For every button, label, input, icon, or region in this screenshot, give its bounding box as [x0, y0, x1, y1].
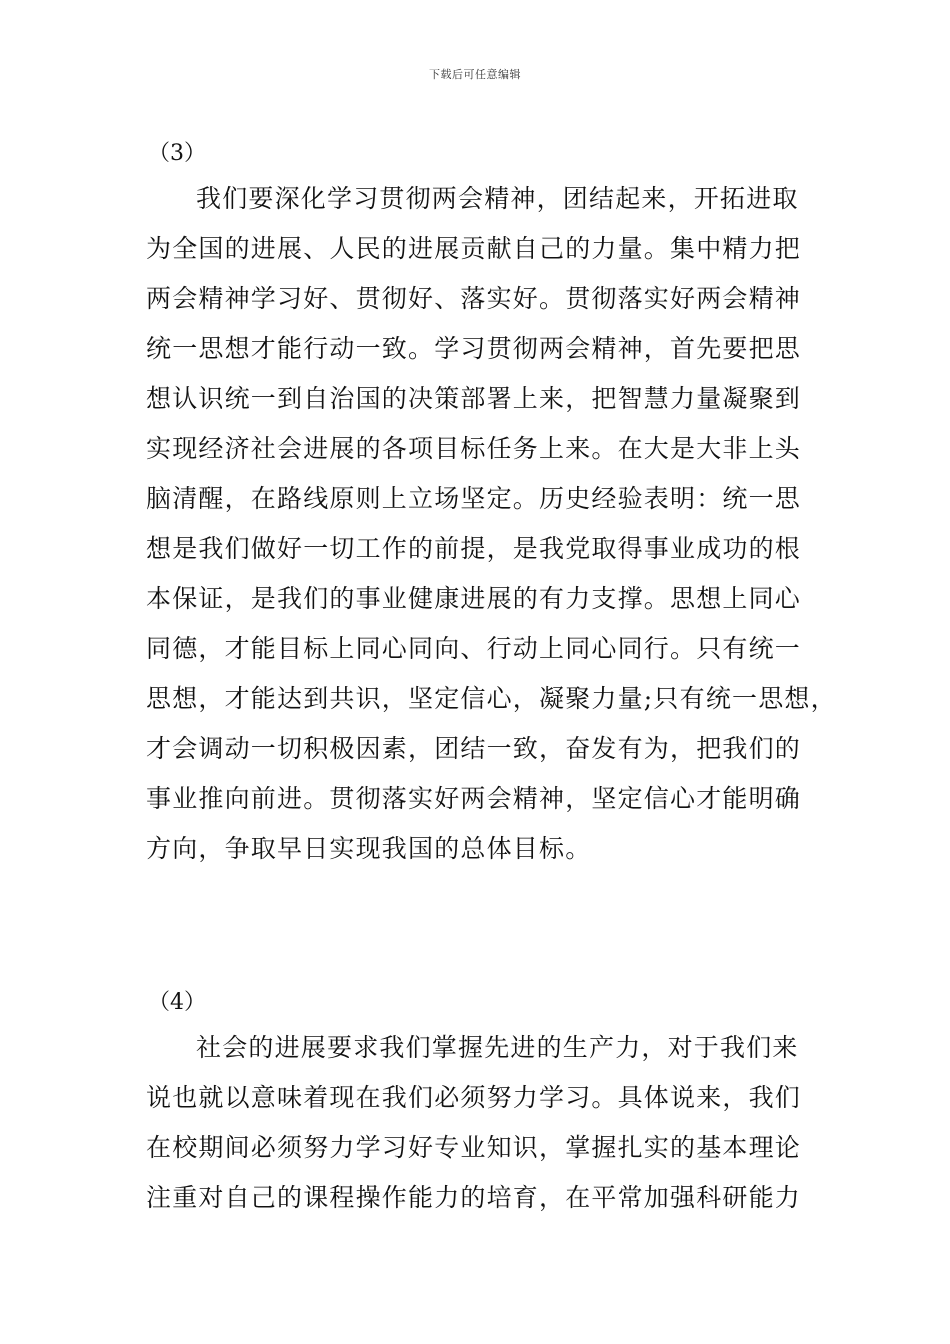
section-4-label: （4） [148, 990, 206, 1015]
section-3-line: 我们要深化学习贯彻两会精神，团结起来，开拓进取 [196, 184, 799, 213]
section-4-line: 说也就以意味着现在我们必须努力学习。具体说来，我们 [146, 1083, 802, 1112]
section-4-line: 在校期间必须努力学习好专业知识，掌握扎实的基本理论 [146, 1133, 802, 1162]
section-3-line: 实现经济社会进展的各项目标任务上来。在大是大非上头 [146, 434, 802, 463]
section-4-line: 社会的进展要求我们掌握先进的生产力，对于我们来 [196, 1033, 799, 1062]
section-3-line: 思想，才能达到共识，坚定信心，凝聚力量;只有统一思想， [146, 684, 837, 713]
section-3-line: 事业推向前进。贯彻落实好两会精神，坚定信心才能明确 [146, 784, 802, 813]
section-4-line: 注重对自己的课程操作能力的培育，在平常加强科研能力 [146, 1183, 802, 1212]
section-3-line: 想是我们做好一切工作的前提，是我党取得事业成功的根 [146, 534, 802, 563]
section-3-line: 同德，才能目标上同心同向、行动上同心同行。只有统一 [146, 634, 802, 663]
section-3-line: 才会调动一切积极因素，团结一致，奋发有为，把我们的 [146, 734, 802, 763]
section-3-line: 本保证，是我们的事业健康进展的有力支撑。思想上同心 [146, 584, 802, 613]
section-3-label: （3） [148, 141, 206, 166]
page-header-note: 下载后可任意编辑 [429, 68, 521, 81]
section-3-line: 两会精神学习好、贯彻好、落实好。贯彻落实好两会精神 [146, 284, 802, 313]
section-3-line: 为全国的进展、人民的进展贡献自己的力量。集中精力把 [146, 234, 802, 263]
section-3-line: 统一思想才能行动一致。学习贯彻两会精神，首先要把思 [146, 334, 802, 363]
section-3-line: 脑清醒，在路线原则上立场坚定。历史经验表明：统一思 [146, 484, 802, 513]
section-3-line: 方向，争取早日实现我国的总体目标。 [146, 834, 592, 863]
section-3-line: 想认识统一到自治国的决策部署上来，把智慧力量凝聚到 [146, 384, 802, 413]
